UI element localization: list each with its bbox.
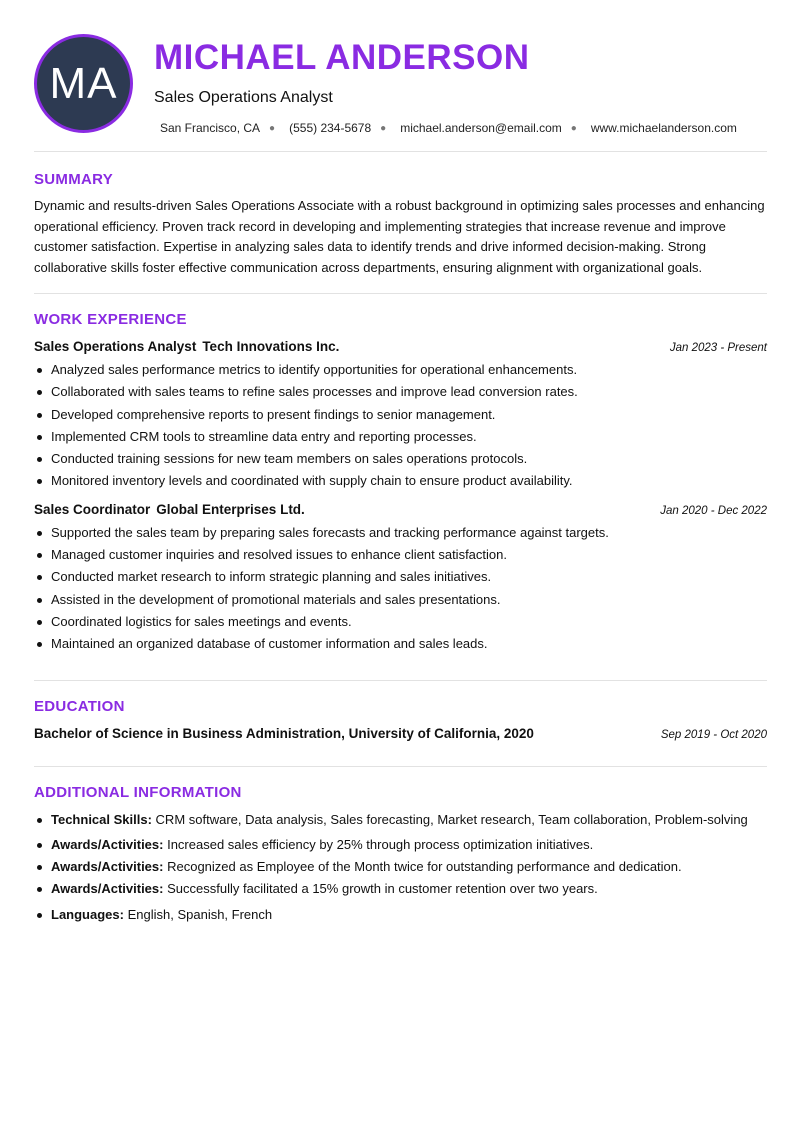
job-header — [34, 502, 767, 517]
additional-list — [34, 809, 767, 926]
education-degree: Bachelor of Science in Business Administration, University of California, 2020 — [34, 725, 534, 741]
list-item: Collaborated with sales teams to refine sales processes and improve lead conversion rates. — [34, 381, 767, 403]
info-text: Increased sales efficiency by 25% through process optimization initiatives. — [167, 836, 594, 852]
section-heading-experience: WORK EXPERIENCE — [34, 311, 187, 328]
list-item: Developed comprehensive reports to present findings to senior management. — [34, 404, 767, 426]
candidate-name: MICHAEL ANDERSON — [154, 38, 530, 77]
candidate-title: Sales Operations Analyst — [154, 89, 333, 106]
info-label: Languages: — [51, 906, 124, 922]
job-header — [34, 339, 767, 354]
info-text: English, Spanish, French — [127, 906, 273, 922]
education-section — [34, 681, 767, 766]
info-label: Awards/Activities: — [51, 881, 164, 897]
section-heading-education: EDUCATION — [34, 697, 125, 715]
job-bullets — [34, 359, 767, 493]
contact-phone: (555) 234-5678 — [289, 121, 372, 135]
contact-email[interactable]: michael.anderson@email.com — [400, 121, 562, 135]
list-item: Maintained an organized database of customer information and sales leads. — [34, 633, 767, 655]
list-item — [34, 904, 767, 926]
info-text: Recognized as Employee of the Month twice for outstanding performance and dedication. — [167, 859, 682, 875]
contact-line — [160, 121, 737, 135]
experience-section — [34, 294, 767, 680]
list-item: Implemented CRM tools to streamline data entry and reporting processes. — [34, 426, 767, 448]
list-item: Managed customer inquiries and resolved issues to enhance client satisfaction. — [34, 544, 767, 566]
job-entry — [34, 502, 767, 656]
list-item: Assisted in the development of promotional materials and sales presentations. — [34, 589, 767, 611]
contact-location: San Francisco, CA — [160, 121, 261, 135]
job-role-line — [34, 339, 339, 354]
list-item — [34, 878, 767, 900]
info-text: Successfully facilitated a 15% growth in customer retention over two years. — [167, 881, 598, 897]
job-bullets — [34, 522, 767, 656]
job-company: Global Enterprises Ltd. — [156, 501, 305, 517]
job-entry — [34, 339, 767, 493]
bullet-separator-icon: ● — [570, 122, 577, 134]
job-role: Sales Operations Analyst — [34, 339, 197, 354]
info-text: CRM software, Data analysis, Sales forecasting, Market research, Team collaboration, Problem-solving — [155, 811, 748, 827]
list-item — [34, 856, 767, 878]
list-item — [34, 834, 767, 856]
summary-section — [34, 152, 767, 293]
avatar — [34, 34, 133, 133]
list-item: Conducted market research to inform strategic planning and sales initiatives. — [34, 566, 767, 588]
list-item: Conducted training sessions for new team members on sales operations protocols. — [34, 448, 767, 470]
job-dates: Jan 2020 - Dec 2022 — [660, 504, 767, 517]
additional-section — [34, 767, 767, 926]
job-role: Sales Coordinator — [34, 501, 151, 517]
info-label: Technical Skills: — [51, 811, 152, 827]
list-item: Analyzed sales performance metrics to identify opportunities for operational enhancements. — [34, 359, 767, 381]
summary-text: Dynamic and results-driven Sales Operations Associate with a robust background in optimizing sales processes and enhancing operational efficiency. Proven track record in developing and implementing strategies that increase revenue and improve customer satisfaction. Expertise in analyzing sales data to identify trends and drive informed decision-making. Strong collaborative skills foster effective communication across departments, ensuring alignment with organizational goals. — [34, 198, 765, 275]
education-entry — [34, 726, 767, 741]
list-item — [34, 809, 767, 831]
avatar-initials: MA — [49, 58, 118, 108]
contact-website[interactable]: www.michaelanderson.com — [590, 121, 737, 135]
job-company: Tech Innovations Inc. — [202, 339, 340, 354]
section-heading-summary: SUMMARY — [34, 171, 114, 188]
list-item: Monitored inventory levels and coordinated with supply chain to ensure product availability. — [34, 470, 767, 492]
info-label: Awards/Activities: — [51, 836, 164, 852]
job-role-line — [34, 502, 305, 517]
bullet-separator-icon: ● — [380, 122, 387, 134]
list-item: Supported the sales team by preparing sales forecasts and tracking performance against targets. — [34, 522, 767, 544]
education-dates: Sep 2019 - Oct 2020 — [660, 728, 767, 741]
list-item: Coordinated logistics for sales meetings and events. — [34, 611, 767, 633]
job-dates: Jan 2023 - Present — [669, 342, 767, 354]
resume-header — [34, 0, 767, 151]
section-heading-additional: ADDITIONAL INFORMATION — [34, 783, 242, 801]
bullet-separator-icon: ● — [269, 122, 276, 134]
info-label: Awards/Activities: — [51, 859, 164, 875]
